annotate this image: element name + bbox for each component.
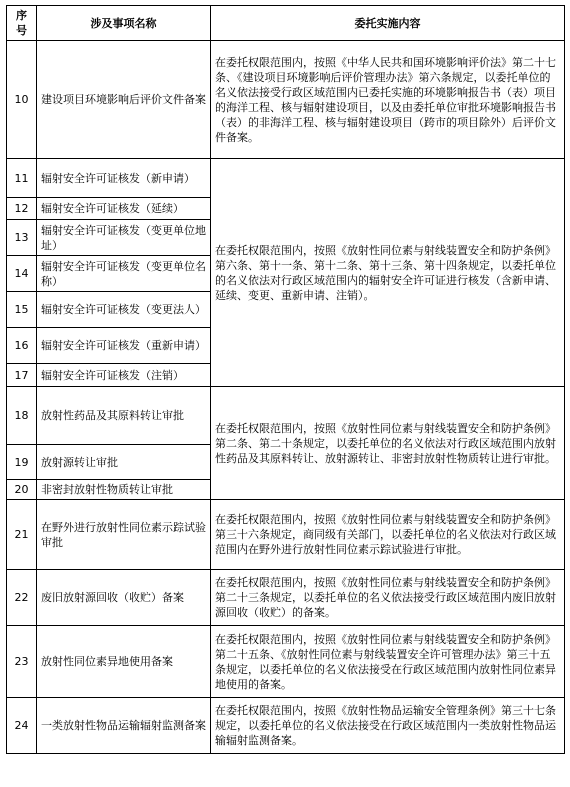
header-content: 委托实施内容 [211, 6, 565, 41]
table-row [7, 159, 565, 198]
item-name: 辐射安全许可证核发（重新申请） [37, 328, 211, 364]
row-number: 20 [7, 480, 37, 500]
row-number: 16 [7, 328, 37, 364]
row-number: 19 [7, 445, 37, 480]
row-number: 12 [7, 198, 37, 220]
item-name: 放射性同位素异地使用备案 [37, 626, 211, 698]
delegation-content: 在委托权限范围内，按照《放射性同位素与射线装置安全和防护条例》第二十三条规定，以委托单位的名义依法接受行政区域范围内废旧放射源回收（收贮）的备案。 [211, 570, 565, 626]
table-row [7, 626, 565, 698]
row-number: 22 [7, 570, 37, 626]
delegation-content: 在委托权限范围内，按照《中华人民共和国环境影响评价法》第二十七条、《建设项目环境影响后评价管理办法》第六条规定，以委托单位的名义依法接受行政区域范围内已委托实施的环境影响报告书（表）项目的海洋工程、核与辐射建设项目，以及由委托单位审批环境影响报告书（表）的非海洋工程、核与辐射建设项目（跨市的项目除外）后评价文件备案。 [211, 41, 565, 159]
item-name: 辐射安全许可证核发（注销） [37, 364, 211, 387]
header-no: 序号 [7, 6, 37, 41]
table-row [7, 387, 565, 445]
row-number: 13 [7, 220, 37, 256]
delegation-content: 在委托权限范围内，按照《放射性同位素与射线装置安全和防护条例》第三十六条规定，商同级有关部门，以委托单位的名义依法对行政区域范围内在野外进行放射性同位素示踪试验进行审批。 [211, 500, 565, 570]
table-row [7, 570, 565, 626]
table-row [7, 500, 565, 570]
delegation-table [6, 5, 565, 754]
delegation-content: 在委托权限范围内，按照《放射性物品运输安全管理条例》第三十七条规定，以委托单位的名义依法接受在行政区域范围内一类放射性物品运输辐射监测备案。 [211, 698, 565, 754]
row-number: 14 [7, 256, 37, 292]
item-name: 放射性药品及其原料转让审批 [37, 387, 211, 445]
table-header-row [7, 6, 565, 41]
item-name: 辐射安全许可证核发（变更单位地址） [37, 220, 211, 256]
row-number: 24 [7, 698, 37, 754]
item-name: 废旧放射源回收（收贮）备案 [37, 570, 211, 626]
delegation-content: 在委托权限范围内，按照《放射性同位素与射线装置安全和防护条例》第二十五条、《放射性同位素与射线装置安全许可管理办法》第三十五条规定，以委托单位的名义依法接受在行政区域范围内放射性同位素异地使用的备案。 [211, 626, 565, 698]
table-row [7, 698, 565, 754]
delegation-content: 在委托权限范围内，按照《放射性同位素与射线装置安全和防护条例》第二条、第二十条规定，以委托单位的名义依法对行政区域范围内放射性药品及其原料转让、放射源转让、非密封放射性物质转让进行审批。 [211, 387, 565, 500]
item-name: 辐射安全许可证核发（新申请） [37, 159, 211, 198]
item-name: 辐射安全许可证核发（变更单位名称） [37, 256, 211, 292]
table-row [7, 41, 565, 159]
item-name: 建设项目环境影响后评价文件备案 [37, 41, 211, 159]
row-number: 15 [7, 292, 37, 328]
item-name: 非密封放射性物质转让审批 [37, 480, 211, 500]
row-number: 11 [7, 159, 37, 198]
row-number: 21 [7, 500, 37, 570]
header-item: 涉及事项名称 [37, 6, 211, 41]
item-name: 在野外进行放射性同位素示踪试验审批 [37, 500, 211, 570]
item-name: 辐射安全许可证核发（延续） [37, 198, 211, 220]
row-number: 23 [7, 626, 37, 698]
item-name: 辐射安全许可证核发（变更法人） [37, 292, 211, 328]
row-number: 17 [7, 364, 37, 387]
item-name: 一类放射性物品运输辐射监测备案 [37, 698, 211, 754]
row-number: 10 [7, 41, 37, 159]
item-name: 放射源转让审批 [37, 445, 211, 480]
delegation-content: 在委托权限范围内，按照《放射性同位素与射线装置安全和防护条例》第六条、第十一条、第十二条、第十三条、第十四条规定，以委托单位的名义依法对行政区域范围内的辐射安全许可证进行核发（含新申请、延续、变更、重新申请、注销）。 [211, 159, 565, 387]
row-number: 18 [7, 387, 37, 445]
